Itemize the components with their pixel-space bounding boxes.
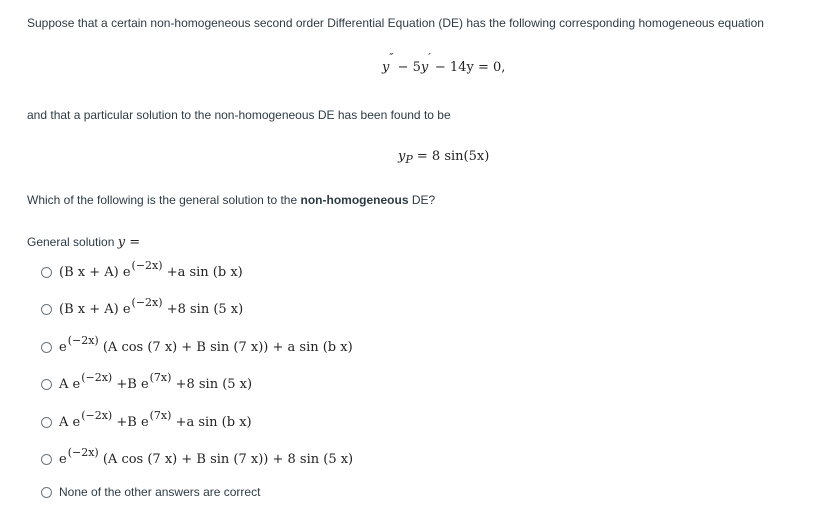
homogeneous-equation: y″ − 5y′ − 14y = 0, [382, 51, 506, 75]
answer-option-6[interactable] [41, 445, 354, 469]
radio-button[interactable] [41, 342, 52, 353]
answer-option-4-label: A $e^{(-2x)} +B$ $e^{(7x)} +8$ sin (5 x) [59, 370, 253, 392]
question-prompt: Which of the following is the general solution to the non-homogeneous DE? [27, 193, 436, 207]
answer-option-3[interactable] [41, 333, 353, 357]
particular-equation: $y_P = 8$ sin(5x) [398, 149, 490, 166]
particular-solution-text: and that a particular solution to the non-homogeneous DE has been found to be [27, 108, 451, 122]
general-solution-label: General solution y = [27, 235, 141, 250]
answer-option-2[interactable] [41, 295, 244, 319]
answer-option-7[interactable] [41, 482, 260, 502]
answer-option-7-label: None of the other answers are correct [59, 485, 261, 499]
answer-option-3-label: $e^{(-2x)}$ (A cos (7 x) + B sin (7 x)) + a sin (b x) [59, 333, 353, 355]
answer-option-1[interactable] [41, 258, 243, 282]
radio-button[interactable] [41, 267, 52, 278]
answer-option-2-label: (B x + A) $e^{(-2x)} +8$ sin (5 x) [59, 295, 244, 317]
answer-option-4[interactable] [41, 370, 253, 394]
answer-option-1-label: (B x + A) $e^{(-2x)} +a$ sin (b x) [59, 258, 243, 280]
answer-option-5-label: A $e^{(-2x)} +B$ $e^{(7x)} +a$ sin (b x) [59, 408, 252, 430]
question-intro: Suppose that a certain non-homogeneous second order Differential Equation (DE) has the following corresponding homogeneous equation [27, 16, 764, 30]
answer-option-6-label: $e^{(-2x)}$ (A cos (7 x) + B sin (7 x)) + 8 sin (5 x) [59, 445, 354, 467]
radio-button[interactable] [41, 454, 52, 465]
radio-button[interactable] [41, 379, 52, 390]
radio-button[interactable] [41, 304, 52, 315]
radio-button[interactable] [41, 487, 52, 498]
answer-option-5[interactable] [41, 408, 252, 432]
radio-button[interactable] [41, 417, 52, 428]
